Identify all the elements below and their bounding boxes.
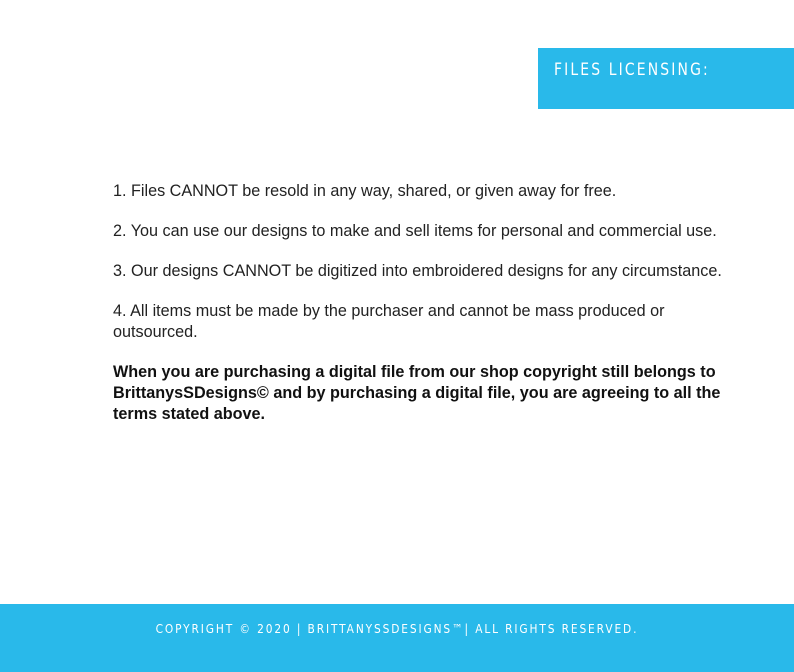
footer-copyright-text: COPYRIGHT © 2020 | BRITTANYSSDESIGNS™| ALL RIGHTS RESERVED. xyxy=(155,621,639,636)
page-title: FILES LICENSING: xyxy=(554,60,710,80)
licensing-terms xyxy=(113,181,723,444)
footer-bar xyxy=(0,604,794,672)
term-item: 4. All items must be made by the purchaser and cannot be mass produced or outsourced. xyxy=(113,302,665,341)
term-item: 2. You can use our designs to make and sell items for personal and commercial use. xyxy=(113,222,717,240)
term-item: 1. Files CANNOT be resold in any way, shared, or given away for free. xyxy=(113,182,617,200)
header-banner xyxy=(538,48,794,109)
copyright-notice: When you are purchasing a digital file from our shop copyright still belongs to BrittanysSDesigns© and by purchasing a digital file, you are agreeing to all the terms stated above. xyxy=(113,363,721,423)
term-item: 3. Our designs CANNOT be digitized into embroidered designs for any circumstance. xyxy=(113,262,722,280)
footer-copyright xyxy=(0,621,794,636)
